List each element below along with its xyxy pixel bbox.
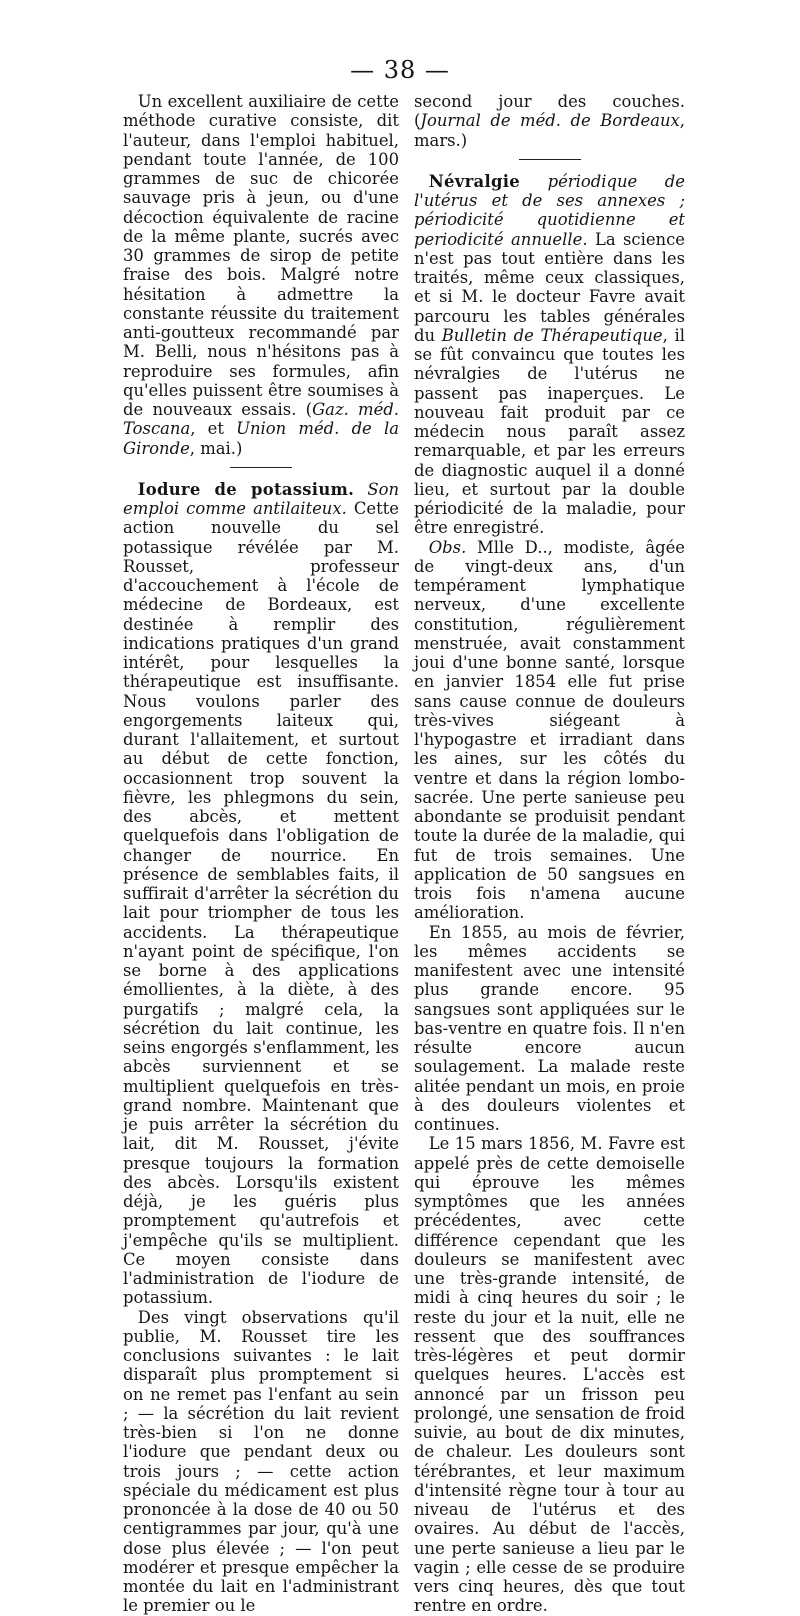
paragraph-text: La science n'est pas tout entière dans les traités, même ceux classiques, et si M. le docteur Favre avait parcouru les tables générales du — [414, 229, 685, 345]
reference-gaz-med-toscana: Gaz. méd. Toscana — [123, 400, 400, 439]
paragraph-chicory-treatment — [123, 92, 399, 458]
paragraph-text: Un excellent auxiliaire de cette méthode curative consiste, dit l'auteur, dans l'emploi habituel, pendant toute l'année, de 100 grammes de suc de chicorée sauvage pris à jeun, ou d'une décoction équivalente de racine de la même plante, sucrés avec 30 grammes de sirop de petite fraise des bois. Malgré notre hésitation à admettre la constante réussite du traitement anti-goutteux recommandé par M. Belli, nous n'hésitons pas à reproduire ses formules, afin qu'elles puissent être soumises à de nouveaux essais. ( — [123, 92, 399, 419]
reference-bulletin: Bulletin de Thérapeutique — [441, 325, 663, 345]
paragraph-text: second jour des couches. ( — [414, 92, 685, 131]
paragraph-text: Mlle D.., modiste, âgée de vingt-deux ans, d'un tempérament lymphatique nerveux, d'une excellente constitution, régulièrement menstruée, avait constamment joui d'une bonne santé, lorsque en janvier 1854 elle fut prise sans cause connue de douleurs très-vives siégeant à l'hypogastre et irradiant dans les aines, sur les côtés du ventre et dans la région lombo-sacrée. Une perte sanieuse peu abondante se produisit pendant toute la durée de la maladie, qui fut de trois semaines. Une application de 50 sangsues en trois fois n'amena aucune amélioration. — [414, 537, 685, 923]
reference-journal-bordeaux: Journal de méd. de Bordeaux — [420, 111, 680, 131]
paragraph-conclusions: Des vingt observations qu'il publie, M. Rousset tire les conclusions suivantes : le lait disparaît plus promptement si on ne remet pas l'enfant au sein ; — la sécrétion du lait revient très-bien si l'on ne donne l'iodure que pendant deux ou trois jours ; — cette action spéciale du médicament est plus prononcée à la dose de 40 ou 50 centigrammes par jour, qu'à une dose plus élevée ; — l'on peut modérer et presque empêcher la montée du lait en l'administrant le premier ou le — [123, 1307, 399, 1616]
section-divider — [519, 159, 581, 160]
paragraph-1856: Le 15 mars 1856, M. Favre est appelé près de cette demoiselle qui éprouve les mêmes symptômes que les années précédentes, avec cette différence cependant que les douleurs se manifestent avec une très-grande intensité, de midi à cinq heures du soir ; le reste du jour et la nuit, elle ne ressent que des souffrances très-légères et peut dormir quelques heures. L'accès est annoncé par un frisson peu prolongé, une sensation de froid suivie, au bout de dix minutes, de chaleur. Les douleurs sont térébrantes, et leur maximum d'intensité règne tour à tour au niveau de l'utérus et des ovaires. Au début de l'accès, une perte sanieuse a lieu par le vagin ; elle cesse de se produire vers cinq heures, dès que tout rentre en ordre. — [414, 1134, 685, 1616]
section-heading-iodure: Iodure de potassium. — [137, 479, 355, 499]
reference-date: , mars.) — [414, 111, 685, 150]
section-heading-nevralgie: Névralgie — [428, 171, 520, 191]
page-number: — 38 — — [350, 56, 450, 84]
paragraph-text: Cette action nouvelle du sel potassique révélée par M. Rousset, professeur d'accouchement à l'école de médecine de Bordeaux, est destinée à remplir des indications pratiques d'un grand intérêt, pour lesquelles la thérapeutique est insuffisante. Nous voulons parler des engorgements laiteux qui, durant l'allaitement, et surtout au début de cette fonction, occasionnent trop souvent la fièvre, les phlegmons du sein, des abcès, et mettent quelquefois dans l'obligation de changer de nourrice. En présence de semblables faits, il suffirait d'arrêter la sécrétion du lait pour triompher de tous les accidents. La thérapeutique n'ayant point de spécifique, l'on se borne à des applications émollientes, à la diète, à des purgatifs ; malgré cela, la sécrétion du lait continue, les seins engorgés s'enflamment, les abcès surviennent et se multiplient quelquefois en très-grand nombre. Maintenant que je puis arrêter la sécrétion du lait, dit M. Rousset, j'évite presque toujours la formation des abcès. Lorsqu'ils existent déjà, je les guéris plus promptement qu'autrefois et j'empêche qu'ils se multiplient. Ce moyen consiste dans l'administration de l'iodure de potassium. — [123, 499, 399, 1308]
right-column — [414, 92, 685, 1616]
paragraph-text: , il se fût convaincu que toutes les névralgies de l'utérus ne passent pas inaperçues. Le nouveau fait produit par ce médecin nous paraît assez remarquable, et par les erreurs de diagnostic auquel il a donné lieu, et surtout par la double périodicité de la maladie, pour être enregistré. — [414, 325, 686, 538]
reference-union-med: Union méd. de la Gironde — [123, 419, 399, 458]
reference-date: , mai.) — [189, 438, 243, 458]
paragraph-1855: En 1855, au mois de février, les mêmes accidents se manifestent avec une intensité plus grande encore. 95 sangsues sont appliquées sur le bas-ventre en quatre fois. Il n'en résulte encore aucun soulagement. La malade reste alitée pendant un mois, en proie à des douleurs violentes et continues. — [414, 922, 685, 1134]
section-iodure-potassium — [123, 480, 399, 1308]
section-divider — [230, 467, 292, 468]
section-subheading-nevralgie: périodique de l'utérus et de ses annexes ; périodicité quotidienne et periodicité annuelle. — [414, 171, 685, 249]
paragraph-observation — [414, 538, 685, 923]
observation-label: Obs. — [428, 537, 467, 557]
section-subheading-iodure: Son emploi comme antilaiteux. — [123, 479, 400, 518]
left-column — [123, 92, 399, 1616]
paragraph-continuation — [414, 92, 685, 150]
section-nevralgie — [414, 172, 685, 538]
reference-connector: , et — [190, 419, 237, 439]
